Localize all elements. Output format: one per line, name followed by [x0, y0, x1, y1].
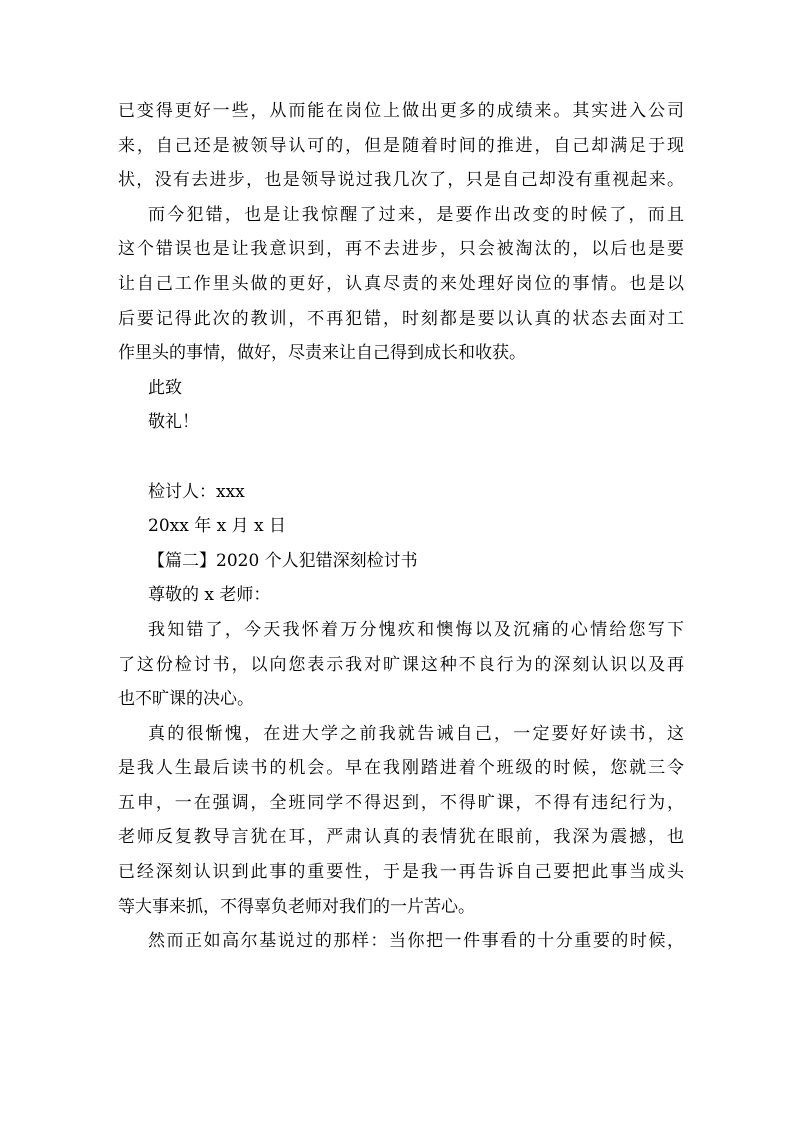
document-page [118, 94, 684, 959]
text-line: 【篇二】2020 个人犯错深刻检讨书 [148, 550, 418, 571]
text-line: 作里头的事情，做好，尽责来让自己得到成长和收获。 [118, 343, 526, 364]
text-line: 后要记得此次的教训，不再犯错，时刻都是要以认真的状态去面对工 [118, 308, 684, 329]
text-line: 了这份检讨书，以向您表示我对旷课这种不良行为的深刻认识以及再 [118, 654, 684, 675]
text-line: 老师反复教导言犹在耳，严肃认真的表情犹在眼前，我深为震撼，也 [118, 827, 684, 848]
text-line: 也不旷课的决心。 [118, 689, 254, 710]
text-line: 而今犯错，也是让我惊醒了过来，是要作出改变的时候了，而且 [148, 204, 684, 225]
text-line: 检讨人：xxx [148, 481, 245, 502]
text-line: 状，没有去进步，也是领导说过我几次了，只是自己却没有重视起来。 [118, 170, 684, 191]
text-line: 已变得更好一些，从而能在岗位上做出更多的成绩来。其实进入公司 [118, 101, 684, 121]
text-line: 此致 [148, 377, 182, 398]
text-line: 我知错了，今天我怀着万分愧疚和懊悔以及沉痛的心情给您写下 [148, 619, 684, 640]
text-line: 真的很惭愧，在进大学之前我就告诫自己，一定要好好读书，这 [148, 723, 684, 744]
text-line: 已经深刻认识到此事的重要性，于是我一再告诉自己要把此事当成头 [118, 862, 684, 883]
text-line: 尊敬的 x 老师： [148, 585, 271, 606]
text-line: 敬礼！ [148, 412, 199, 433]
text-line: 让自己工作里头做的更好，认真尽责的来处理好岗位的事情。也是以 [118, 273, 684, 294]
text-line: 然而正如高尔基说过的那样：当你把一件事看的十分重要的时候， [148, 931, 684, 952]
text-line: 这个错误也是让我意识到，再不去进步，只会被淘汰的，以后也是要 [118, 239, 684, 260]
text-line: 等大事来抓，不得辜负老师对我们的一片苦心。 [118, 896, 475, 917]
text-line: 是我人生最后读书的机会。早在我刚踏进着个班级的时候，您就三令 [118, 758, 684, 779]
text-line: 20xx 年 x 月 x 日 [148, 516, 287, 537]
text-line: 五申，一在强调，全班同学不得迟到，不得旷课，不得有违纪行为， [118, 792, 684, 813]
blank-line [118, 440, 684, 475]
text-line: 来，自己还是被领导认可的，但是随着时间的推进，自己却满足于现 [118, 135, 684, 156]
